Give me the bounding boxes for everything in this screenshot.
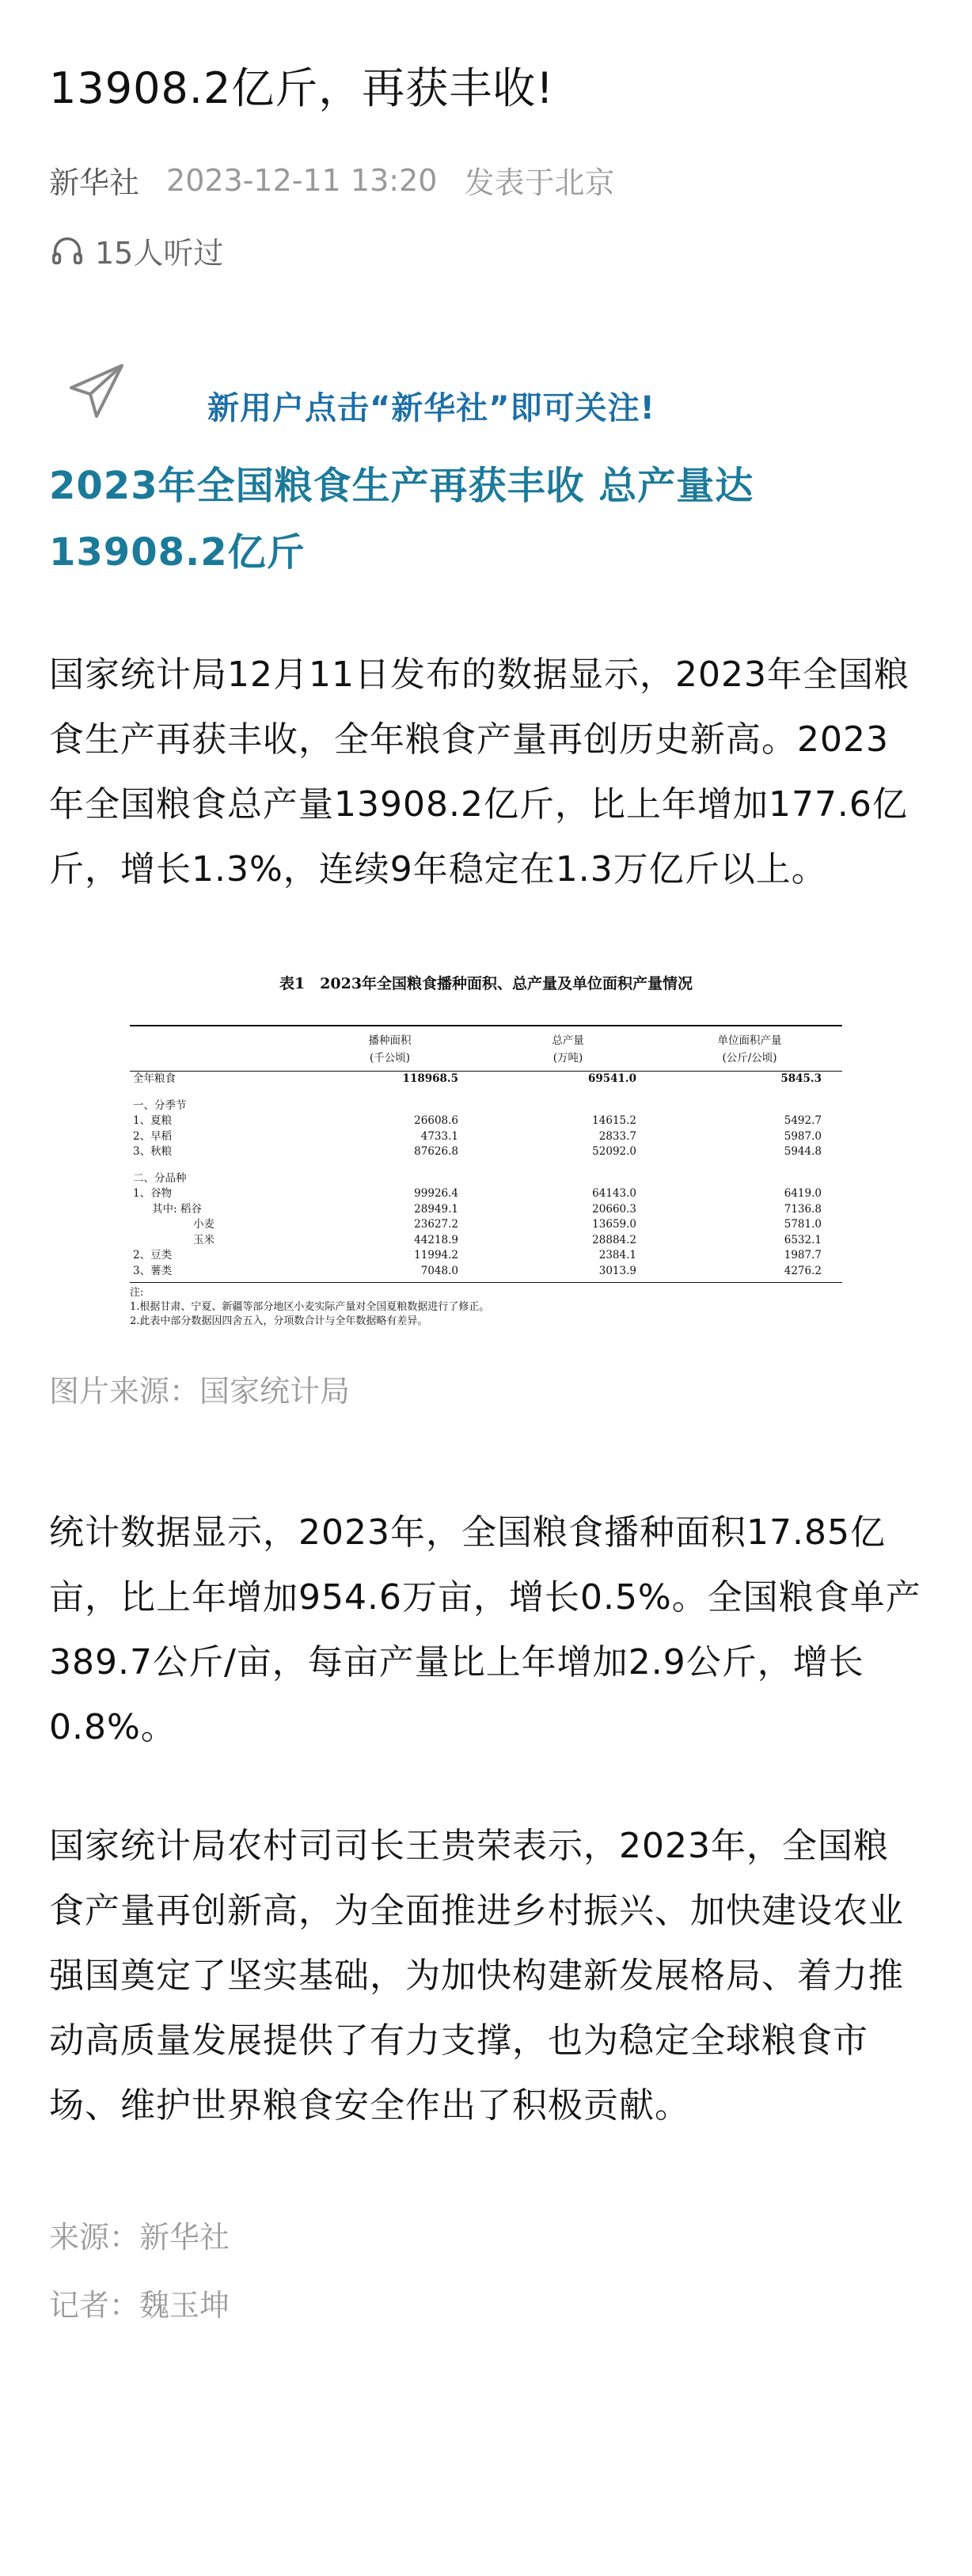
statistics-table <box>130 1025 842 1283</box>
listen-count: 15人听过 <box>95 236 224 271</box>
article-headline: 2023年全国粮食生产再获丰收 总产量达13908.2亿斤 <box>49 464 754 575</box>
table-caption: 表1 2023年全国粮食播种面积、总产量及单位面积产量情况 <box>279 975 693 992</box>
publish-datetime: 2023-12-11 13:20 <box>166 162 438 198</box>
footer-source: 来源：新华社 <box>49 2220 230 2255</box>
statistics-table-image[interactable] <box>130 972 842 1329</box>
header-area-unit: (千公顷) <box>301 1049 479 1072</box>
section-season: 一、分季节 <box>133 1098 187 1112</box>
article-meta <box>49 158 923 202</box>
header-area: 播种面积 <box>301 1026 479 1049</box>
paragraph-3: 国家统计局农村司司长王贵荣表示，2023年，全国粮食产量再创新高，为全面推进乡村振兴、加快建设农业强国奠定了坚实基础，为加快构建新发展格局、着力推动高质量发展提供了有力支撑，也为稳定全球粮食市场、维护世界粮食安全作出了积极贡献。 <box>49 1826 904 2126</box>
source-link[interactable]: 新华社 <box>49 165 140 200</box>
article-title: 13908.2亿斤，再获丰收! <box>49 63 554 113</box>
table-row: 其中: 稻谷 28949.1 20660.3 7136.8 <box>152 1202 822 1216</box>
follow-prompt[interactable]: 新用户点击“新华社”即可关注! <box>207 390 655 427</box>
header-output-unit: (万吨) <box>479 1049 657 1072</box>
header-yield: 单位面积产量 <box>657 1026 842 1049</box>
table-row: 玉米 44218.9 28884.2 6532.1 <box>193 1233 822 1246</box>
table-row: 2、早稻 4733.1 2833.7 5987.0 <box>133 1129 822 1143</box>
header-yield-unit: (公斤/公顷) <box>657 1049 842 1072</box>
header-output: 总产量 <box>479 1026 657 1049</box>
listen-button[interactable] <box>49 229 923 272</box>
table-row: 1、谷物 99926.4 64143.0 6419.0 <box>133 1187 822 1200</box>
table-row: 小麦 23627.2 13659.0 5781.0 <box>193 1218 822 1231</box>
paragraph-2: 统计数据显示，2023年，全国粮食播种面积17.85亿亩，比上年增加954.6万亩，增长0.5%。全国粮食单产389.7公斤/亩，每亩产量比上年增加2.9公斤，增长0.8%。 <box>49 1512 921 1747</box>
section-variety: 二、分品种 <box>133 1171 187 1185</box>
table-row: 2、豆类 11994.2 2384.1 1987.7 <box>133 1249 822 1261</box>
paragraph-1: 国家统计局12月11日发布的数据显示，2023年全国粮食生产再获丰收，全年粮食产量再创历史新高。2023年全国粮食总产量13908.2亿斤，比上年增加177.6亿斤，增长1.3%，连续9年稳定在1.3万亿斤以上。 <box>49 654 909 890</box>
table-row: 3、秋粮 87626.8 52092.0 5944.8 <box>133 1145 822 1158</box>
article-footer <box>49 2203 923 2339</box>
table-row-total: 全年粮食 118968.5 69541.0 5845.3 <box>133 1072 822 1085</box>
table-row: 1、夏粮 26608.6 14615.2 5492.7 <box>133 1114 822 1127</box>
headphones-icon <box>49 233 85 269</box>
footer-reporter: 记者：魏玉坤 <box>49 2288 230 2323</box>
table-row: 3、薯类 7048.0 3013.9 4276.2 <box>130 1264 842 1283</box>
table-notes: 注: 1.根据甘肃、宁夏、新疆等部分地区小麦实际产量对全国夏粮数据进行了修正。 2.此表中部分数据因四舍五入，分项数合计与全年数据略有差异。 <box>130 1287 490 1327</box>
paper-plane-icon <box>65 359 128 423</box>
image-caption: 图片来源：国家统计局 <box>49 1374 351 1409</box>
follow-banner[interactable] <box>49 359 923 438</box>
publish-location: 发表于北京 <box>464 165 615 200</box>
